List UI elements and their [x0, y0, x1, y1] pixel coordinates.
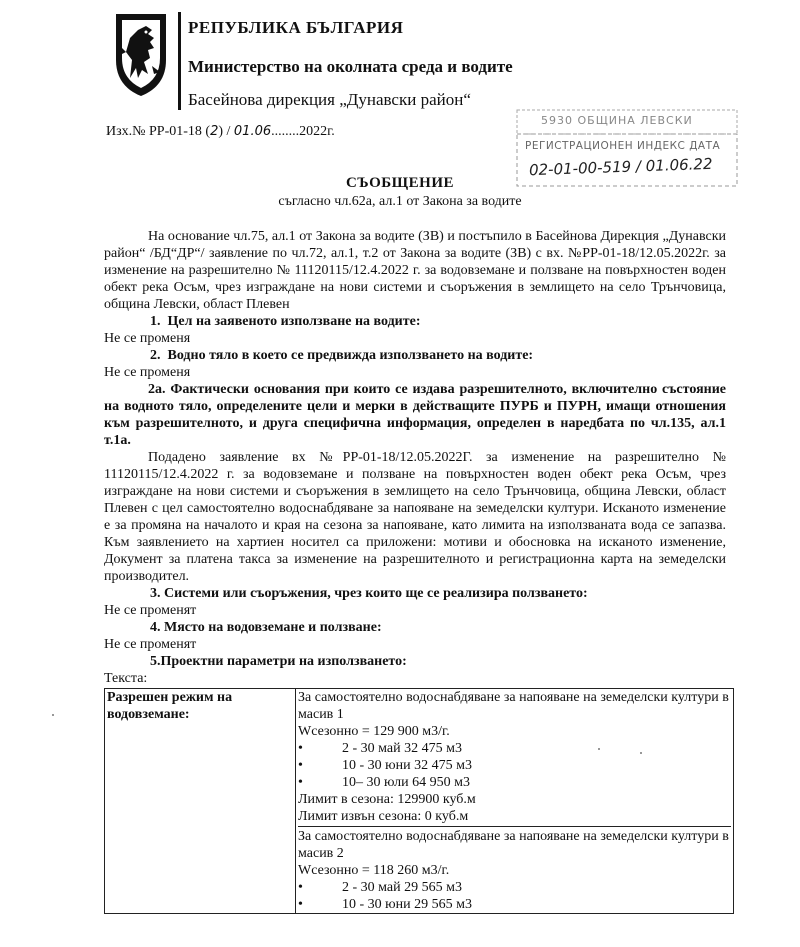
outgoing-prefix: Изх.№ РР-01-18 ( — [106, 124, 211, 139]
section-2a-text: Подадено заявление вх №РР-01-18/12.05.2022Г. за изменение на разрешително № 11120115/12.4.2022 г. за водовземане и ползване на повърхностен воден обект река Осъм, чрез изграждане на нови системи и съоръжения в землището на село Трънчовица, община Левски, област Плевен с цел самостоятелно водоснабдяване за напояване на земеделски култури. Исканото изменение е за промяна на началото и края на сезона за напояване, като лимита на използваната вода се запазва. Към заявлението на хартиен носител са приложени: мотиви и обосновка на исканото изменение, Документ за платена такса за изменение на разрешителното и регистрационна карта на земеделски производител. — [104, 450, 726, 584]
massif-2-description: За самостоятелно водоснабдяване за напояване на земеделски култури в масив 2 — [298, 829, 729, 861]
parameters-table — [104, 688, 734, 914]
intro-paragraph: На основание чл.75, ал.1 от Закона за водите (ЗВ) и постъпило в Басейнова Дирекция „Дунавски район“ /БД“ДР“/ заявление по чл.72, ал.1, т.2 от Закона за водите (ЗВ) с вх. №РР-01-18/12.05.2022г. за изменение на разрешително № 11120115/12.4.2022 г. за водовземане и ползване на повърхностен воден обект река Осъм, чрез изграждане на нови системи и съоръжения в землището на село Трънчовица, община Левски, област Плевен — [104, 229, 726, 312]
section-1-text: Не се променя — [104, 331, 191, 346]
coat-of-arms-lion-icon — [108, 8, 174, 100]
list-item: • 10 - 30 юни 32 475 м3 — [298, 757, 731, 774]
table-value-cell — [296, 689, 734, 914]
list-item: • 2 - 30 май 32 475 м3 — [298, 740, 731, 757]
section-1-heading — [104, 313, 726, 330]
outgoing-hand-number: 2 — [210, 124, 219, 139]
table-row — [105, 689, 734, 914]
scan-speck — [640, 752, 642, 754]
section-2-number: 2. — [150, 348, 161, 363]
stamp-line-index: РЕГИСТРАЦИОНЕН ИНДЕКС ДАТА — [525, 140, 721, 152]
section-2-title: Водно тяло в което се предвижда използването на водите: — [167, 348, 534, 363]
section-3-text: Не се променят — [104, 603, 197, 618]
section-1-number: 1. — [150, 314, 161, 329]
massif-2-seasonal: Wсезонно = 118 260 м3/г. — [298, 863, 450, 878]
section-2-heading — [104, 347, 726, 364]
notice-title: СЪОБЩЕНИЕ — [345, 175, 454, 191]
notice-body — [104, 228, 729, 914]
header-ministry: Министерство на околната среда и водите — [188, 57, 513, 76]
section-5-heading: 5.Проектни параметри на използването: — [150, 654, 407, 669]
list-item: • 10 - 30 юни 29 565 м3 — [298, 896, 731, 913]
section-5-text: Текста: — [104, 671, 148, 686]
list-item: • 2 - 30 май 29 565 м3 — [298, 879, 731, 896]
table-label-cell: Разрешен режим на водовземане: — [105, 689, 296, 914]
header-divider — [178, 12, 181, 110]
section-2a-heading: 2а. Фактически основания при които се издава разрешителното, включително състояние на водното тяло, определените цели и мерки в действащите ПУРБ и ПУРН, имащи отношения към разрешителното, и друга специфична информация, определен в наредбата по чл.135, ал.1 т.1а. — [104, 382, 726, 448]
massif-1-description: За самостоятелно водоснабдяване за напояване на земеделски култури в масив 1 — [298, 690, 729, 722]
section-3-heading: 3. Системи или съоръжения, чрез които ще се реализира ползването: — [150, 586, 588, 601]
outgoing-hand-date: 01.06 — [233, 124, 272, 139]
stamp-line-municipality: 5930 ОБЩИНА ЛЕВСКИ — [541, 114, 693, 127]
header-country: РЕПУБЛИКА БЪЛГАРИЯ — [188, 18, 404, 37]
header-directorate: Басейнова дирекция „Дунавски район“ — [188, 90, 471, 109]
scan-speck — [52, 714, 54, 716]
outgoing-middle: ) / — [218, 124, 234, 139]
stamp-line-number: 02-01-00-519 / 01.06.22 — [528, 154, 713, 180]
outgoing-suffix: ........2022г. — [271, 124, 335, 139]
notice-subtitle: съгласно чл.62а, ал.1 от Закона за водите — [278, 194, 522, 209]
section-4-text: Не се променят — [104, 637, 197, 652]
section-2-text: Не се променя — [104, 365, 191, 380]
section-4-heading: 4. Място на водовземане и ползване: — [150, 620, 382, 635]
massif-1-seasonal: Wсезонно = 129 900 м3/г. — [298, 724, 450, 739]
section-1-title: Цел на заявеното използване на водите: — [167, 314, 421, 329]
massif-1-limit-out: Лимит извън сезона: 0 куб.м — [298, 809, 469, 824]
list-item: • 10– 30 юли 64 950 м3 — [298, 774, 731, 791]
massif-1-limit-in: Лимит в сезона: 129900 куб.м — [298, 792, 476, 807]
outgoing-number — [106, 124, 335, 140]
massif-2-block — [298, 828, 731, 913]
scan-speck — [598, 748, 600, 750]
massif-1-block — [298, 689, 731, 827]
